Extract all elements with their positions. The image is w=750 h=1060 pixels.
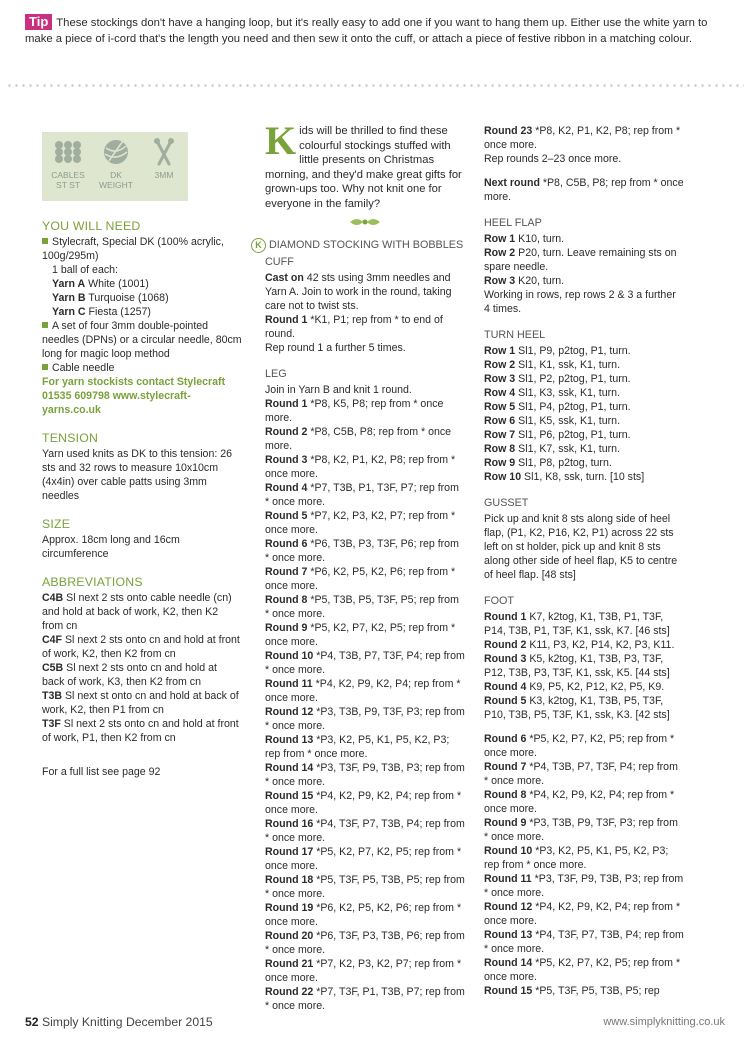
yarn-ball-icon xyxy=(101,137,131,167)
yarn-b-value: Turquoise (1068) xyxy=(85,292,169,304)
leg-round-label: Round 18 xyxy=(265,873,314,886)
turn-heel-row-5 xyxy=(484,400,684,414)
leg-heading: LEG xyxy=(265,367,287,380)
foot-round-6 xyxy=(484,872,684,900)
need-item-yarn xyxy=(42,235,242,263)
turn-heel-row-text: Sl1, K1, ssk, K1, turn. xyxy=(515,359,621,371)
yarn-a xyxy=(42,277,242,291)
size-heading: SIZE xyxy=(42,517,71,531)
leg-round-18 xyxy=(265,873,465,901)
need-item-needles-text: A set of four 3mm double-pointed needles (DPNs) or a circular needle, 80cm long for magic loop method xyxy=(42,320,242,360)
abbr-def: Sl next 2 sts onto cable needle (cn) and hold at back of work, K2, then K2 from cn xyxy=(42,592,232,632)
turn-heel-row-label: Row 1 xyxy=(484,345,516,357)
foot-round-text: *P4, T3B, P7, T3F, P4; rep from * once more. xyxy=(484,761,678,787)
foot-rounds-b xyxy=(484,732,684,998)
foot-round-label: Round 9 xyxy=(484,817,527,829)
turn-heel-row-8 xyxy=(484,442,684,456)
cast-on-label: Cast on xyxy=(265,271,304,284)
turn-heel-row-9 xyxy=(484,456,684,470)
cast-on xyxy=(265,271,465,313)
leg-round-5 xyxy=(265,509,465,537)
you-will-need-heading: YOU WILL NEED xyxy=(42,219,141,233)
leg-round-text: *P4, K2, P9, K2, P4; rep from * once more. xyxy=(265,789,462,816)
turn-heel-row-text: Sl1, P6, p2tog, P1, turn. xyxy=(515,429,631,441)
foot-round-10 xyxy=(484,984,684,998)
turn-heel-row-3 xyxy=(484,372,684,386)
abbr-term: C4B xyxy=(42,592,64,604)
leg-round-label: Round 17 xyxy=(265,845,314,858)
leg-round-14 xyxy=(265,761,465,789)
cable-stitch-icon xyxy=(53,137,83,167)
leg-round-text: *P4, K2, P9, K2, P4; rep from * once more. xyxy=(265,677,461,704)
foot-round-text: *P3, T3F, P9, T3B, P3; rep from * once more. xyxy=(484,873,684,899)
turn-heel-row-text: Sl1, K7, ssk, K1, turn. xyxy=(515,443,621,455)
foot-round-label: Round 5 xyxy=(484,695,527,707)
foot-round-label: Round 11 xyxy=(484,873,532,885)
leg-round-9 xyxy=(265,621,465,649)
next-round-label: Next round xyxy=(484,177,540,189)
leg-round-text: *P3, T3F, P9, T3B, P3; rep from * once more. xyxy=(265,761,465,788)
leg-round-17 xyxy=(265,845,465,873)
cuff-repeat: Rep round 1 a further 5 times. xyxy=(265,341,406,354)
dotted-divider xyxy=(6,84,744,87)
foot-round-7 xyxy=(484,900,684,928)
leg-round-label: Round 4 xyxy=(265,481,308,494)
info-cables-line1: CABLES xyxy=(51,170,85,180)
foot-round-5 xyxy=(484,694,684,722)
leg-round-1 xyxy=(265,397,465,425)
abbr-t3f xyxy=(42,717,242,745)
turn-heel-row-7 xyxy=(484,428,684,442)
foot-round-text: K9, P5, K2, P12, K2, P5, K9. xyxy=(526,681,665,693)
pattern-title xyxy=(255,238,465,253)
foot-round-5 xyxy=(484,844,684,872)
leg-round-22 xyxy=(265,985,465,1013)
turn-heel-heading: TURN HEEL xyxy=(484,329,546,341)
leg-round-text: *P7, T3B, P1, T3F, P7; rep from * once more. xyxy=(265,481,459,508)
foot-round-label: Round 7 xyxy=(484,761,527,773)
leg-round-11 xyxy=(265,677,465,705)
pattern-title-text: DIAMOND STOCKING WITH BOBBLES xyxy=(269,238,464,251)
need-item-yarn-text: Stylecraft, Special DK (100% acrylic, 100g/295m) xyxy=(42,236,224,262)
turn-heel-row-label: Row 10 xyxy=(484,471,522,483)
abbr-t3b xyxy=(42,689,242,717)
column-left xyxy=(42,124,242,779)
gusset-heading: GUSSET xyxy=(484,497,529,509)
leg-round-label: Round 2 xyxy=(265,425,308,438)
turn-heel-row-label: Row 4 xyxy=(484,387,516,399)
foot-round-9 xyxy=(484,956,684,984)
foot-round-text: *P5, T3F, P5, T3B, P5; rep xyxy=(532,985,660,997)
footer-url: www.simplyknitting.co.uk xyxy=(603,1016,725,1028)
turn-heel-row-label: Row 7 xyxy=(484,429,516,441)
foot-round-text: *P5, K2, P7, K2, P5; rep from * once more. xyxy=(484,733,675,759)
heel-flap-working: Working in rows, rep rows 2 & 3 a further 4 times. xyxy=(484,289,676,315)
info-item-needles xyxy=(140,137,188,180)
tension-text: Yarn used knits as DK to this tension: 26 sts and 32 rows to measure 10x10cm (4x4in) over cable patts using 3mm needles xyxy=(42,448,233,502)
foot-round-label: Round 1 xyxy=(484,611,527,623)
foot-round-label: Round 8 xyxy=(484,789,527,801)
abbr-term: T3B xyxy=(42,690,63,702)
leg-round-label: Round 16 xyxy=(265,817,314,830)
abbr-term: C5B xyxy=(42,662,64,674)
foot-round-text: K11, P3, K2, P14, K2, P3, K11. xyxy=(526,639,675,651)
bullet-square xyxy=(42,364,48,370)
foot-round-text: *P3, T3B, P9, T3F, P3; rep from * once more. xyxy=(484,817,678,843)
foot-heading: FOOT xyxy=(484,595,514,607)
leg-round-text: *P6, K2, P5, K2, P6; rep from * once more. xyxy=(265,901,462,928)
leg-rounds xyxy=(265,397,465,1013)
ball-line: 1 ball of each: xyxy=(52,264,118,276)
leg-round-label: Round 8 xyxy=(265,593,308,606)
foot-round-text: *P4, T3F, P7, T3B, P4; rep from * once more. xyxy=(484,929,684,955)
tip-text: These stockings don't have a hanging loop, but it's really easy to add one if you want to hang them up. Either use the white yarn to make a piece of i-cord that's the length you need and then sew it onto the cuff, or attach a piece of festive ribbon in a matching colour. xyxy=(25,17,708,45)
turn-heel-row-text: Sl1, P9, p2tog, P1, turn. xyxy=(515,345,631,357)
needles-icon xyxy=(149,137,179,167)
cuff-heading: CUFF xyxy=(265,255,294,268)
leg-round-label: Round 9 xyxy=(265,621,308,634)
next-round-text: *P8, C5B, P8; rep from * once more. xyxy=(484,177,684,203)
leg-round-text: *P8, C5B, P8; rep from * once more. xyxy=(265,425,452,452)
heel-flap-heading: HEEL FLAP xyxy=(484,217,542,229)
leg-round-text: *P7, K2, P3, K2, P7; rep from * once more. xyxy=(265,957,462,984)
turn-heel-row-label: Row 3 xyxy=(484,373,516,385)
turn-heel-row-text: Sl1, P2, p2tog, P1, turn. xyxy=(515,373,631,385)
leg-round-15 xyxy=(265,789,465,817)
abbr-def: Sl next 2 sts onto cn and hold at front of work, K2, then K2 from cn xyxy=(42,634,240,660)
leg-round-text: *P4, T3B, P7, T3F, P4; rep from * once more. xyxy=(265,649,465,676)
magazine-name: Simply Knitting xyxy=(41,1015,123,1029)
foot-round-8 xyxy=(484,928,684,956)
page-number: 52 xyxy=(25,1015,39,1029)
leg-round-label: Round 19 xyxy=(265,901,314,914)
turn-heel-row-10 xyxy=(484,470,684,484)
leg-round-label: Round 13 xyxy=(265,733,314,746)
yarn-b-label: Yarn B xyxy=(52,292,86,304)
heel-flap-row-text: K10, turn. xyxy=(515,233,565,245)
leg-round-8 xyxy=(265,593,465,621)
foot-round-text: *P3, K2, P5, K1, P5, K2, P3; rep from * once more. xyxy=(484,845,669,871)
turn-heel-row-label: Row 6 xyxy=(484,415,516,427)
leg-round-text: *P6, T3F, P3, T3B, P6; rep from * once more. xyxy=(265,929,465,956)
leg-round-label: Round 15 xyxy=(265,789,314,802)
foot-round-4 xyxy=(484,680,684,694)
leg-round-text: *P4, T3F, P7, T3B, P4; rep from * once more. xyxy=(265,817,465,844)
foot-round-label: Round 2 xyxy=(484,639,527,651)
leg-round-3 xyxy=(265,453,465,481)
info-dk-line2: WEIGHT xyxy=(99,180,133,190)
abbr-c5b xyxy=(42,661,242,689)
full-list-note: For a full list see page 92 xyxy=(42,766,161,778)
foot-round-label: Round 14 xyxy=(484,957,533,969)
round-23-label: Round 23 xyxy=(484,125,533,137)
turn-heel-row-1 xyxy=(484,344,684,358)
leg-round-label: Round 14 xyxy=(265,761,314,774)
foot-round-1 xyxy=(484,732,684,760)
abbreviations-heading: ABBREVIATIONS xyxy=(42,575,143,589)
abbr-def: Sl next st onto cn and hold at back of work, K2, then P1 from cn xyxy=(42,690,239,716)
yarn-b xyxy=(42,291,242,305)
leg-round-text: *P5, K2, P7, K2, P5; rep from * once more. xyxy=(265,621,456,648)
abbr-def: Sl next 2 sts onto cn and hold at back of work, K3, then K2 from cn xyxy=(42,662,217,688)
heel-flap-row-label: Row 1 xyxy=(484,233,516,245)
round-23-text: *P8, K2, P1, K2, P8; rep from * once more. xyxy=(484,125,681,151)
heel-flap-row-2 xyxy=(484,246,684,274)
yarn-a-label: Yarn A xyxy=(52,278,86,290)
abbr-term: T3F xyxy=(42,718,61,730)
leg-round-text: *P5, T3B, P5, T3F, P5; rep from * once more. xyxy=(265,593,459,620)
tip-box xyxy=(25,14,725,47)
size-text: Approx. 18cm long and 16cm circumference xyxy=(42,534,180,560)
foot-round-label: Round 4 xyxy=(484,681,527,693)
column-middle xyxy=(255,118,465,1013)
info-item-dk xyxy=(92,137,140,190)
leg-round-label: Round 11 xyxy=(265,677,313,690)
foot-round-1 xyxy=(484,610,684,638)
leg-round-label: Round 3 xyxy=(265,453,308,466)
heel-flap-row-3 xyxy=(484,274,684,288)
need-item-cable-needle-text: Cable needle xyxy=(52,362,115,374)
tension-heading: TENSION xyxy=(42,431,99,445)
turn-heel-row-label: Row 2 xyxy=(484,359,516,371)
leg-round-text: *P5, T3F, P5, T3B, P5; rep from * once more. xyxy=(265,873,465,900)
leg-join: Join in Yarn B and knit 1 round. xyxy=(265,383,412,396)
foot-round-label: Round 15 xyxy=(484,985,533,997)
leg-round-20 xyxy=(265,929,465,957)
leg-round-4 xyxy=(265,481,465,509)
foot-round-3 xyxy=(484,788,684,816)
turn-heel-row-text: Sl1, K3, ssk, K1, turn. xyxy=(515,387,621,399)
bullet-square xyxy=(42,322,48,328)
leg-round-text: *P5, K2, P7, K2, P5; rep from * once more. xyxy=(265,845,462,872)
leg-round-text: *P8, K5, P8; rep from * once more. xyxy=(265,397,444,424)
heel-flap-row-label: Row 3 xyxy=(484,275,516,287)
cuff-round-1-text: *K1, P1; rep from * to end of round. xyxy=(265,313,443,340)
intro-text: ids will be thrilled to find these colourful stockings stuffed with little presents on Christmas morning, and they'd make great gifts for grown-ups too. Why not knit one for everyone in the family? xyxy=(265,125,462,210)
cuff-round-1-label: Round 1 xyxy=(265,313,308,326)
foot-round-text: K7, k2tog, K1, T3B, P1, T3F, P14, T3B, P1, T3F, K1, ssk, K7. [46 sts] xyxy=(484,611,670,637)
abbr-def: Sl next 2 sts onto cn and hold at front of work, P1, then K2 from cn xyxy=(42,718,239,744)
foot-round-label: Round 13 xyxy=(484,929,533,941)
leg-round-label: Round 12 xyxy=(265,705,314,718)
next-round xyxy=(484,176,684,204)
foot-round-2 xyxy=(484,638,684,652)
turn-heel-rows xyxy=(484,344,684,484)
turn-heel-row-2 xyxy=(484,358,684,372)
round-23 xyxy=(484,124,684,152)
gusset-text: Pick up and knit 8 sts along side of heel flap, (P1, K2, P16, K2, P1) across 22 sts left on st holder, pick up and knit 8 sts along other side of heel flap, K5 to centre of heel flap. [48 sts] xyxy=(484,513,678,581)
abbr-c4b xyxy=(42,591,242,633)
leg-round-text: *P7, T3F, P1, T3B, P7; rep from * once more. xyxy=(265,985,465,1012)
leg-round-6 xyxy=(265,537,465,565)
tip-badge: Tip xyxy=(25,14,52,30)
leg-round-13 xyxy=(265,733,465,761)
info-dk-line1: DK xyxy=(110,170,122,180)
need-item-cable-needle xyxy=(42,361,242,375)
yarn-a-value: White (1001) xyxy=(85,278,149,290)
leg-round-text: *P7, K2, P3, K2, P7; rep from * once more. xyxy=(265,509,456,536)
abbr-c4f xyxy=(42,633,242,661)
foot-round-text: K3, k2tog, K1, T3B, P5, T3F, P10, T3B, P5, T3F, K1, ssk, K3. [42 sts] xyxy=(484,695,670,721)
leg-round-21 xyxy=(265,957,465,985)
leg-round-label: Round 21 xyxy=(265,957,314,970)
leg-round-label: Round 20 xyxy=(265,929,314,942)
turn-heel-row-label: Row 9 xyxy=(484,457,516,469)
footer-left xyxy=(25,1015,213,1029)
ornament-divider xyxy=(265,216,465,232)
heel-flap-row-label: Row 2 xyxy=(484,247,516,259)
issue-date: December 2015 xyxy=(122,1015,213,1029)
column-right xyxy=(484,124,684,998)
heel-flap-row-text: K20, turn. xyxy=(515,275,565,287)
k-badge-icon: K xyxy=(251,238,266,253)
abbr-term: C4F xyxy=(42,634,63,646)
leg-round-label: Round 22 xyxy=(265,985,314,998)
leg-round-label: Round 7 xyxy=(265,565,308,578)
leg-round-label: Round 10 xyxy=(265,649,314,662)
turn-heel-row-label: Row 8 xyxy=(484,443,516,455)
foot-round-label: Round 3 xyxy=(484,653,527,665)
turn-heel-row-6 xyxy=(484,414,684,428)
need-item-needles xyxy=(42,319,242,361)
leg-round-16 xyxy=(265,817,465,845)
flourish-icon xyxy=(348,216,382,228)
foot-round-text: *P4, K2, P9, K2, P4; rep from * once more. xyxy=(484,901,681,927)
intro-paragraph xyxy=(265,118,465,212)
stockists-text: For yarn stockists contact Stylecraft 01535 609798 www.stylecraft-yarns.co.uk xyxy=(42,376,226,416)
cast-on-text: 42 sts using 3mm needles and Yarn A. Join to work in the round, taking care not to twist sts. xyxy=(265,271,452,312)
leg-round-label: Round 5 xyxy=(265,509,308,522)
turn-heel-row-text: Sl1, K8, ssk, turn. [10 sts] xyxy=(521,471,645,483)
leg-round-text: *P3, T3B, P9, T3F, P3; rep from * once more. xyxy=(265,705,465,732)
yarn-c xyxy=(42,305,242,319)
rep-rounds: Rep rounds 2–23 once more. xyxy=(484,153,622,165)
cuff-round-1 xyxy=(265,313,465,341)
turn-heel-row-text: Sl1, K5, ssk, K1, turn. xyxy=(515,415,621,427)
bullet-square xyxy=(42,238,48,244)
info-needles-line1: 3MM xyxy=(154,170,174,180)
leg-round-text: *P3, K2, P5, K1, P5, K2, P3; rep from * once more. xyxy=(265,733,450,760)
foot-round-text: *P4, K2, P9, K2, P4; rep from * once more. xyxy=(484,789,675,815)
foot-round-2 xyxy=(484,760,684,788)
foot-round-3 xyxy=(484,652,684,680)
leg-round-2 xyxy=(265,425,465,453)
foot-rounds-a xyxy=(484,610,684,722)
turn-heel-row-label: Row 5 xyxy=(484,401,516,413)
turn-heel-row-text: Sl1, P8, p2tog, turn. xyxy=(515,457,612,469)
foot-round-label: Round 12 xyxy=(484,901,533,913)
heel-flap-rows xyxy=(484,232,684,288)
heel-flap-row-text: P20, turn. Leave remaining sts on spare needle. xyxy=(484,247,677,273)
leg-round-label: Round 6 xyxy=(265,537,308,550)
leg-round-19 xyxy=(265,901,465,929)
leg-round-text: *P8, K2, P1, K2, P8; rep from * once more. xyxy=(265,453,456,480)
leg-round-7 xyxy=(265,565,465,593)
foot-round-label: Round 10 xyxy=(484,845,533,857)
foot-round-text: K5, k2tog, K1, T3B, P3, T3F, P12, T3B, P3, T3F, K1, ssk, K5. [44 sts] xyxy=(484,653,670,679)
turn-heel-row-text: Sl1, P4, p2tog, P1, turn. xyxy=(515,401,631,413)
leg-round-label: Round 1 xyxy=(265,397,308,410)
leg-round-10 xyxy=(265,649,465,677)
yarn-c-value: Fiesta (1257) xyxy=(85,306,151,318)
drop-cap: K xyxy=(265,118,297,163)
leg-round-text: *P6, T3B, P3, T3F, P6; rep from * once more. xyxy=(265,537,459,564)
turn-heel-row-4 xyxy=(484,386,684,400)
foot-round-text: *P5, K2, P7, K2, P5; rep from * once more. xyxy=(484,957,681,983)
info-box xyxy=(42,132,188,201)
leg-round-text: *P6, K2, P5, K2, P6; rep from * once more. xyxy=(265,565,456,592)
leg-round-12 xyxy=(265,705,465,733)
yarn-c-label: Yarn C xyxy=(52,306,86,318)
info-item-cables xyxy=(44,137,92,190)
heel-flap-row-1 xyxy=(484,232,684,246)
foot-round-4 xyxy=(484,816,684,844)
info-cables-line2: ST ST xyxy=(56,180,80,190)
foot-round-label: Round 6 xyxy=(484,733,527,745)
